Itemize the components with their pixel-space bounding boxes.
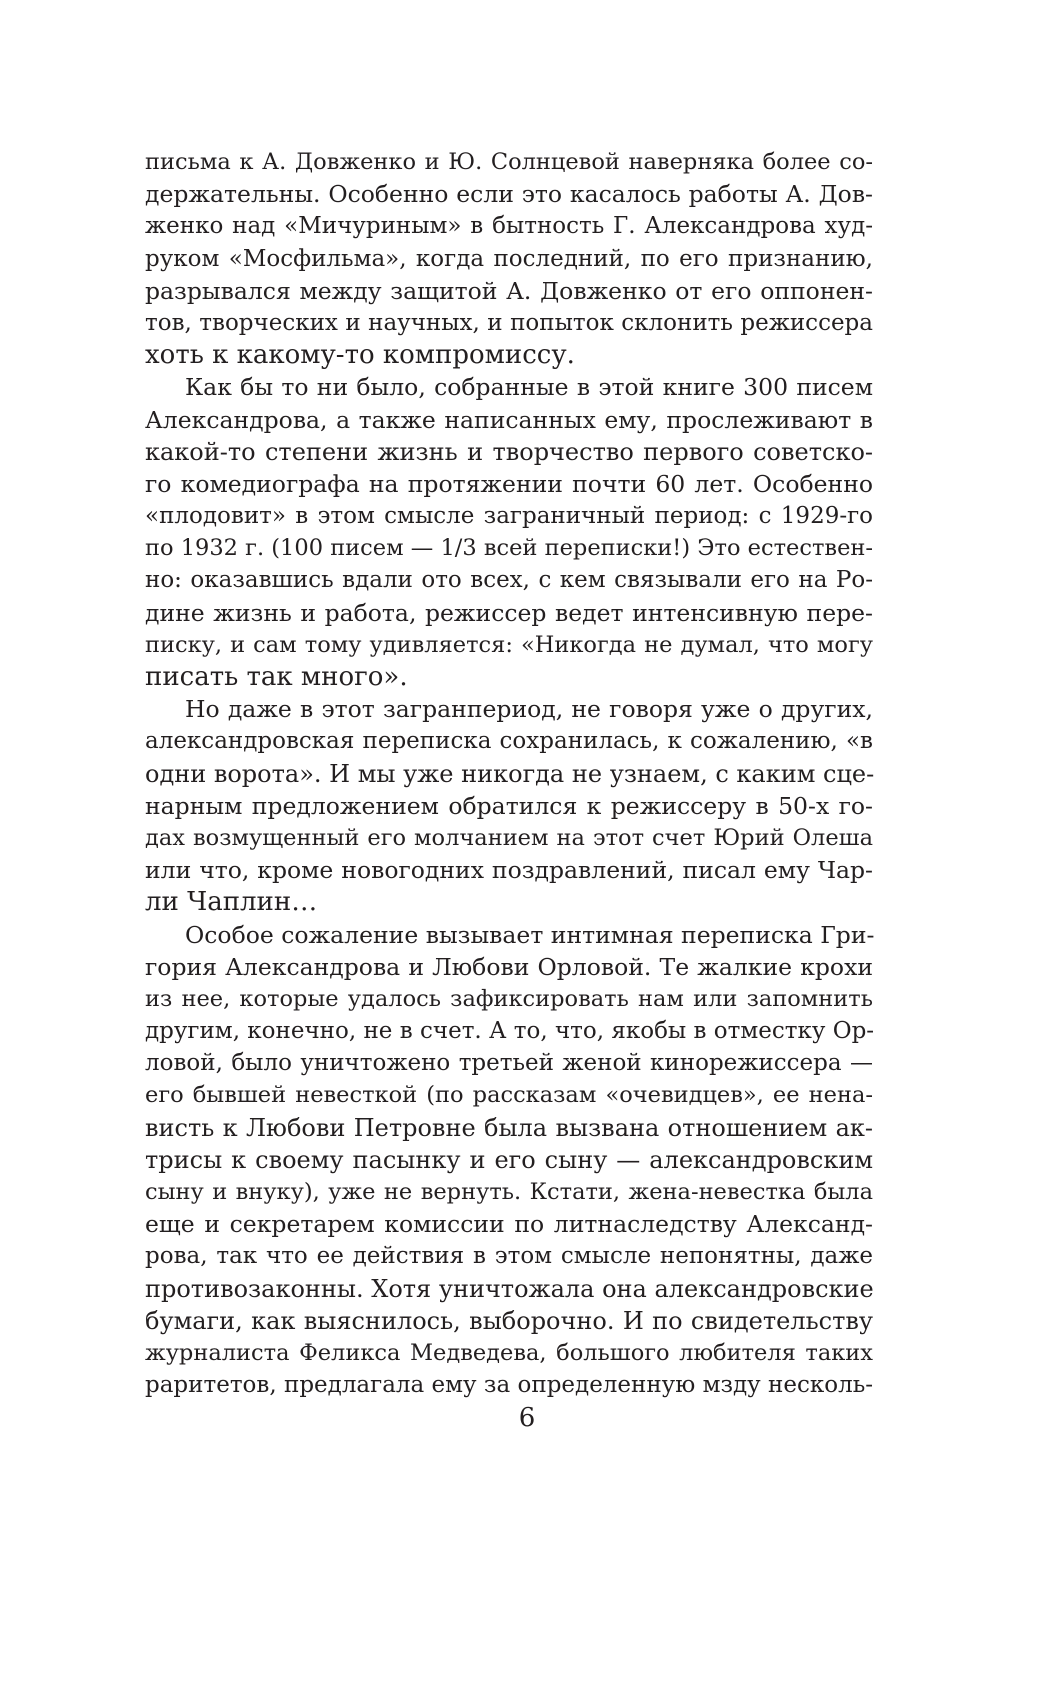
text-line: его бывшей невесткой (по рассказам «очевидцев», ее нена- xyxy=(145,1082,873,1109)
text-line: но: оказавшись вдали ото всех, с кем связывали его на Ро- xyxy=(145,567,873,594)
text-line: го комедиографа на протяжении почти 60 лет. Особенно xyxy=(145,469,873,498)
text-line: висть к Любови Петровне была вызвана отношением ак- xyxy=(145,1113,873,1142)
text-line: рова, так что ее действия в этом смысле непонятны, даже xyxy=(145,1243,873,1270)
text-line: ли Чаплин… xyxy=(145,887,318,918)
text-line: руком «Мосфильма», когда последний, по его признанию, xyxy=(145,245,873,272)
text-line: или что, кроме новогодних поздравлений, писал ему Чар- xyxy=(145,856,873,885)
text-line: гория Александрова и Любови Орловой. Те жалкие крохи xyxy=(145,952,873,981)
paragraph xyxy=(145,371,873,693)
text-line: женко над «Мичуриным» в бытность Г. Александрова худ- xyxy=(145,213,873,240)
text-line: сыну и внуку), уже не вернуть. Кстати, жена-невестка была xyxy=(145,1179,873,1205)
page-number: 6 xyxy=(518,1403,536,1433)
text-line: журналиста Феликса Медведева, большого любителя таких xyxy=(145,1339,873,1366)
text-line: Александрова, а также написанных ему, прослеживают в xyxy=(145,405,873,434)
text-line: трисы к своему пасынку и его сыну — александровским xyxy=(145,1145,873,1174)
text-line: из нее, которые удалось зафиксировать нам или запомнить xyxy=(145,985,873,1012)
paragraph xyxy=(145,693,873,918)
text-line: Как бы то ни было, собранные в этой книге 300 писем xyxy=(185,373,873,402)
text-line: еще и секретарем комиссии по литнаследству Александ- xyxy=(145,1210,873,1239)
text-line: держательны. Особенно если это касалось работы А. Дов- xyxy=(145,180,873,209)
text-line: одни ворота». И мы уже никогда не узнаем, с каким сце- xyxy=(145,759,875,788)
text-line: нарным предложением обратился к режиссеру в 50-х го- xyxy=(145,791,873,820)
paragraph xyxy=(145,146,873,371)
text-line: какой-то степени жизнь и творчество первого советско- xyxy=(145,437,873,466)
text-line: тов, творческих и научных, и попыток склонить режиссера xyxy=(145,309,873,336)
text-line: бумаги, как выяснилось, выборочно. И по свидетельству xyxy=(145,1306,873,1335)
paragraph xyxy=(145,919,873,1402)
text-line: Особое сожаление вызывает интимная переписка Гри- xyxy=(185,920,875,949)
body-text xyxy=(145,146,873,1401)
text-line: дине жизнь и работа, режиссер ведет интенсивную пере- xyxy=(145,598,873,627)
text-line: хоть к какому-то компромиссу. xyxy=(145,340,575,371)
text-line: ловой, было уничтожено третьей женой кинорежиссера — xyxy=(145,1050,873,1077)
text-line: дах возмущенный его молчанием на этот счет Юрий Олеша xyxy=(145,824,873,851)
text-line: разрывался между защитой А. Довженко от его оппонен- xyxy=(145,276,873,305)
text-line: писку, и сам тому удивляется: «Никогда не думал, что могу xyxy=(145,631,873,658)
text-line: противозаконны. Хотя уничтожала она александровские xyxy=(145,1274,874,1303)
text-line: александровская переписка сохранилась, к сожалению, «в xyxy=(145,728,873,755)
text-line: писать так много». xyxy=(145,662,408,692)
text-line: раритетов, предлагала ему за определенную мзду несколь- xyxy=(145,1372,873,1399)
text-line: по 1932 г. (100 писем — 1/3 всей переписки!) Это естествен- xyxy=(145,535,873,562)
text-line: Но даже в этот загранпериод, не говоря уже о других, xyxy=(185,695,873,724)
text-line: «плодовит» в этом смысле заграничный период: с 1929-го xyxy=(145,503,873,530)
text-line: другим, конечно, не в счет. А то, что, якобы в отместку Ор- xyxy=(145,1018,875,1045)
text-line: письма к А. Довженко и Ю. Солнцевой наверняка более со- xyxy=(145,149,873,175)
